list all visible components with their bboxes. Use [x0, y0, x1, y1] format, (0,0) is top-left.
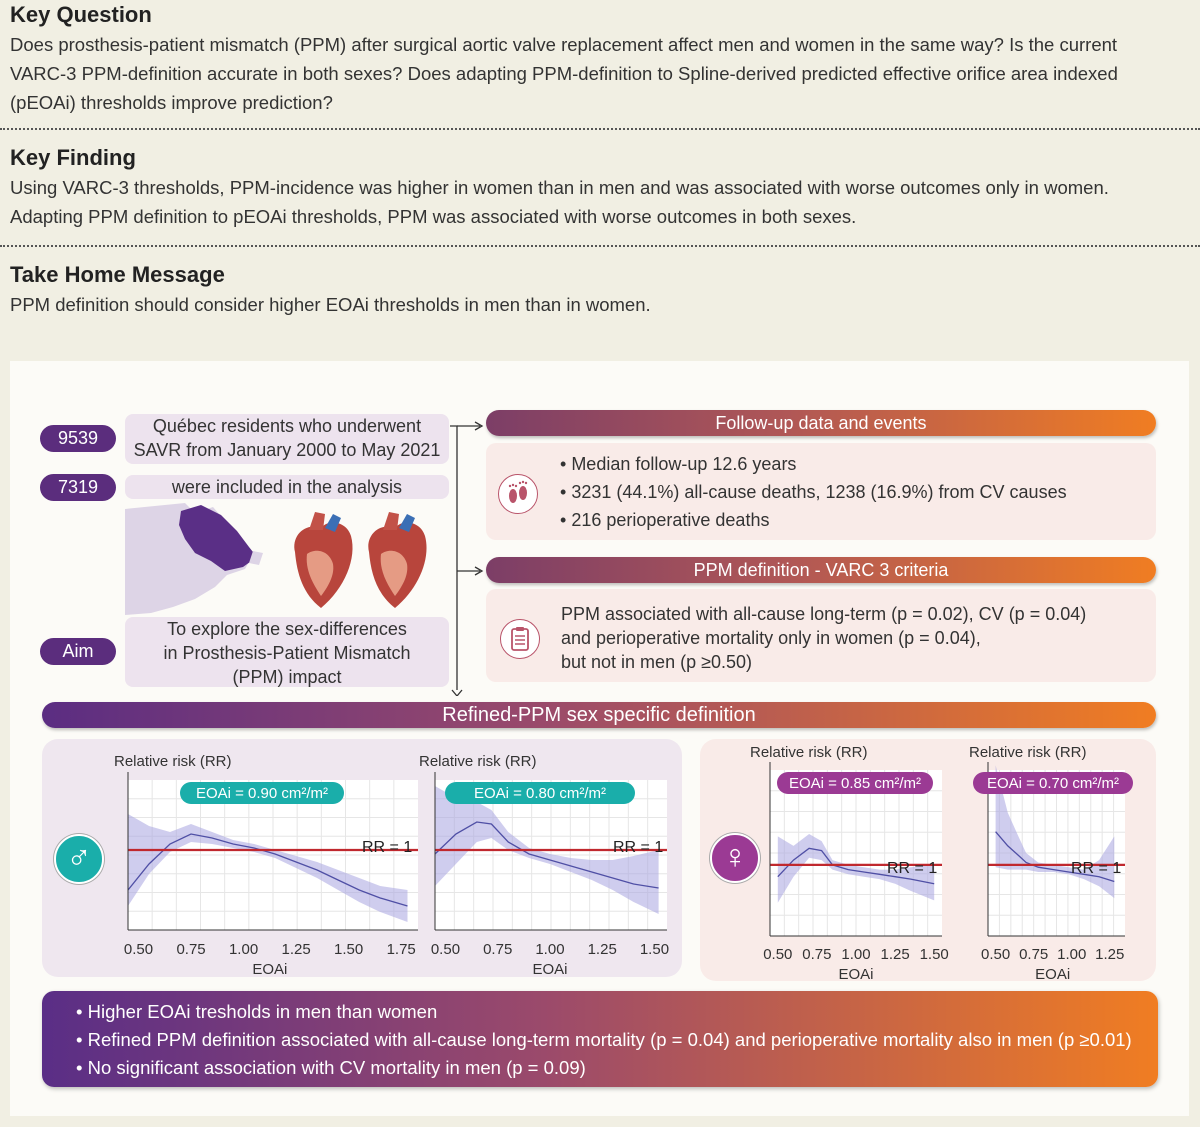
aim-line: in Prosthesis-Patient Mismatch: [163, 643, 411, 663]
followup-list: [560, 450, 1067, 534]
male-chart-2: [405, 746, 680, 982]
dotted-divider: [0, 245, 1200, 247]
varc-line: PPM associated with all-cause long-term (p = 0.02), CV (p = 0.04): [561, 604, 1087, 624]
included-count-badge: 7319: [40, 474, 116, 501]
x-tick-label: 0.50: [430, 941, 461, 958]
varc-line: and perioperative mortality only in women (p = 0.04),: [561, 628, 981, 648]
take-home-line: PPM definition should consider higher EOAi thresholds in men than in women.: [10, 294, 651, 315]
x-tick-label: 0.75: [802, 946, 832, 963]
x-tick-label: 1.25: [1095, 946, 1125, 963]
varc-title-bar: PPM definition - VARC 3 criteria: [486, 557, 1156, 583]
conclusions-box: [42, 991, 1158, 1087]
key-question-line: Does prosthesis-patient mismatch (PPM) after surgical aortic valve replacement affect men and women in the same way? Is the current: [10, 34, 1118, 55]
threshold-badge: [777, 772, 933, 794]
x-tick-label: 0.50: [123, 941, 154, 958]
hearts-illustration: [285, 508, 445, 618]
x-tick-label: 1.75: [386, 941, 416, 958]
take-home-section: [10, 262, 1190, 319]
x-axis-label: EOAi: [252, 961, 288, 978]
rr-label: RR = 1: [362, 839, 413, 856]
threshold-label: EOAi = 0.80 cm²/m²: [473, 785, 607, 802]
list-item: • 3231 (44.1%) all-cause deaths, 1238 (16.9%) from CV causes: [560, 482, 1067, 502]
included-description: were included in the analysis: [125, 475, 449, 499]
y-axis-label: Relative risk (RR): [419, 753, 537, 770]
y-axis-label: Relative risk (RR): [969, 744, 1087, 761]
list-item: • Refined PPM definition associated with all-cause long-term mortality (p = 0.04) and perioperative mortality also in men (p ≥0.01): [76, 1029, 1132, 1050]
key-question-text: [10, 30, 1190, 117]
key-finding-text: [10, 173, 1190, 231]
conclusions-list: [76, 998, 1132, 1082]
x-tick-label: 0.50: [981, 946, 1011, 963]
aim-line: (PPM) impact: [232, 667, 342, 687]
female-chart-1: [735, 736, 950, 984]
key-question-line: VARC-3 PPM-definition accurate in both sexes? Does adapting PPM-definition to Spline-derived predicted effective orifice area indexed: [10, 63, 1118, 84]
x-axis-label: EOAi: [838, 966, 874, 983]
cohort-line: Québec residents who underwent: [152, 416, 422, 436]
threshold-label: EOAi = 0.85 cm²/m²: [788, 775, 922, 792]
x-tick-label: 0.75: [176, 941, 206, 958]
clipboard-icon: [500, 619, 540, 659]
refined-title-bar: Refined-PPM sex specific definition: [42, 702, 1156, 728]
x-tick-label: 0.50: [763, 946, 793, 963]
list-item: • 216 perioperative deaths: [560, 510, 770, 530]
x-tick-label: 1.50: [919, 946, 949, 963]
x-tick-label: 0.75: [483, 941, 513, 958]
dotted-divider: [0, 128, 1200, 130]
y-axis-label: Relative risk (RR): [750, 744, 868, 761]
followup-title-bar: Follow-up data and events: [486, 410, 1156, 436]
heart-icon: [368, 512, 426, 608]
take-home-text: [10, 290, 1190, 319]
threshold-badge: [180, 782, 344, 804]
key-question-section: [10, 2, 1190, 117]
varc-text: [561, 602, 1086, 674]
female-chart-2: [953, 736, 1143, 984]
x-axis-label: EOAi: [532, 961, 568, 978]
x-tick-label: 1.50: [334, 941, 364, 958]
x-tick-label: 1.00: [841, 946, 871, 963]
y-axis-label: Relative risk (RR): [114, 753, 232, 770]
female-symbol-icon: ♀: [710, 833, 760, 883]
key-question-line: (pEOAi) thresholds improve prediction?: [10, 92, 333, 113]
aim-badge: Aim: [40, 638, 116, 665]
key-finding-line: Using VARC-3 thresholds, PPM-incidence was higher in women than in men and was associated with worse outcomes only in women.: [10, 177, 1109, 198]
heart-icon: [294, 512, 352, 608]
male-chart-1: [100, 746, 430, 982]
key-finding-section: [10, 145, 1190, 231]
threshold-label: EOAi = 0.90 cm²/m²: [195, 785, 329, 802]
male-symbol-icon: ♂: [54, 834, 104, 884]
x-tick-label: 1.00: [1057, 946, 1087, 963]
list-item: • Median follow-up 12.6 years: [560, 454, 797, 474]
rr-label: RR = 1: [1071, 860, 1122, 877]
take-home-heading: Take Home Message: [10, 262, 225, 287]
x-tick-label: 1.25: [880, 946, 910, 963]
threshold-badge: [973, 772, 1133, 794]
x-tick-label: 1.00: [228, 941, 259, 958]
aim-line: To explore the sex-differences: [167, 619, 407, 639]
x-tick-label: 1.25: [281, 941, 311, 958]
x-axis-label: EOAi: [1035, 966, 1071, 983]
x-tick-label: 1.00: [535, 941, 565, 958]
list-item: • Higher EOAi tresholds in men than women: [76, 1001, 438, 1022]
cohort-description: [125, 414, 449, 464]
key-question-heading: Key Question: [10, 2, 152, 27]
key-finding-line: Adapting PPM definition to pEOAi thresholds, PPM was associated with worse outcomes in both sexes.: [10, 206, 857, 227]
rr-label: RR = 1: [613, 839, 664, 856]
x-tick-label: 0.75: [1019, 946, 1049, 963]
key-finding-heading: Key Finding: [10, 145, 136, 170]
flow-bracket: [448, 420, 490, 696]
aim-description: [125, 617, 449, 687]
varc-line: but not in men (p ≥0.50): [561, 652, 752, 672]
footprints-icon: [498, 474, 538, 514]
list-item: • No significant association with CV mortality in men (p = 0.09): [76, 1057, 586, 1078]
threshold-label: EOAi = 0.70 cm²/m²: [986, 775, 1120, 792]
x-tick-label: 1.25: [587, 941, 617, 958]
threshold-badge: [445, 782, 635, 804]
x-tick-label: 1.50: [639, 941, 670, 958]
cohort-count-badge: 9539: [40, 425, 116, 452]
rr-label: RR = 1: [887, 860, 938, 877]
cohort-line: SAVR from January 2000 to May 2021: [133, 440, 441, 460]
